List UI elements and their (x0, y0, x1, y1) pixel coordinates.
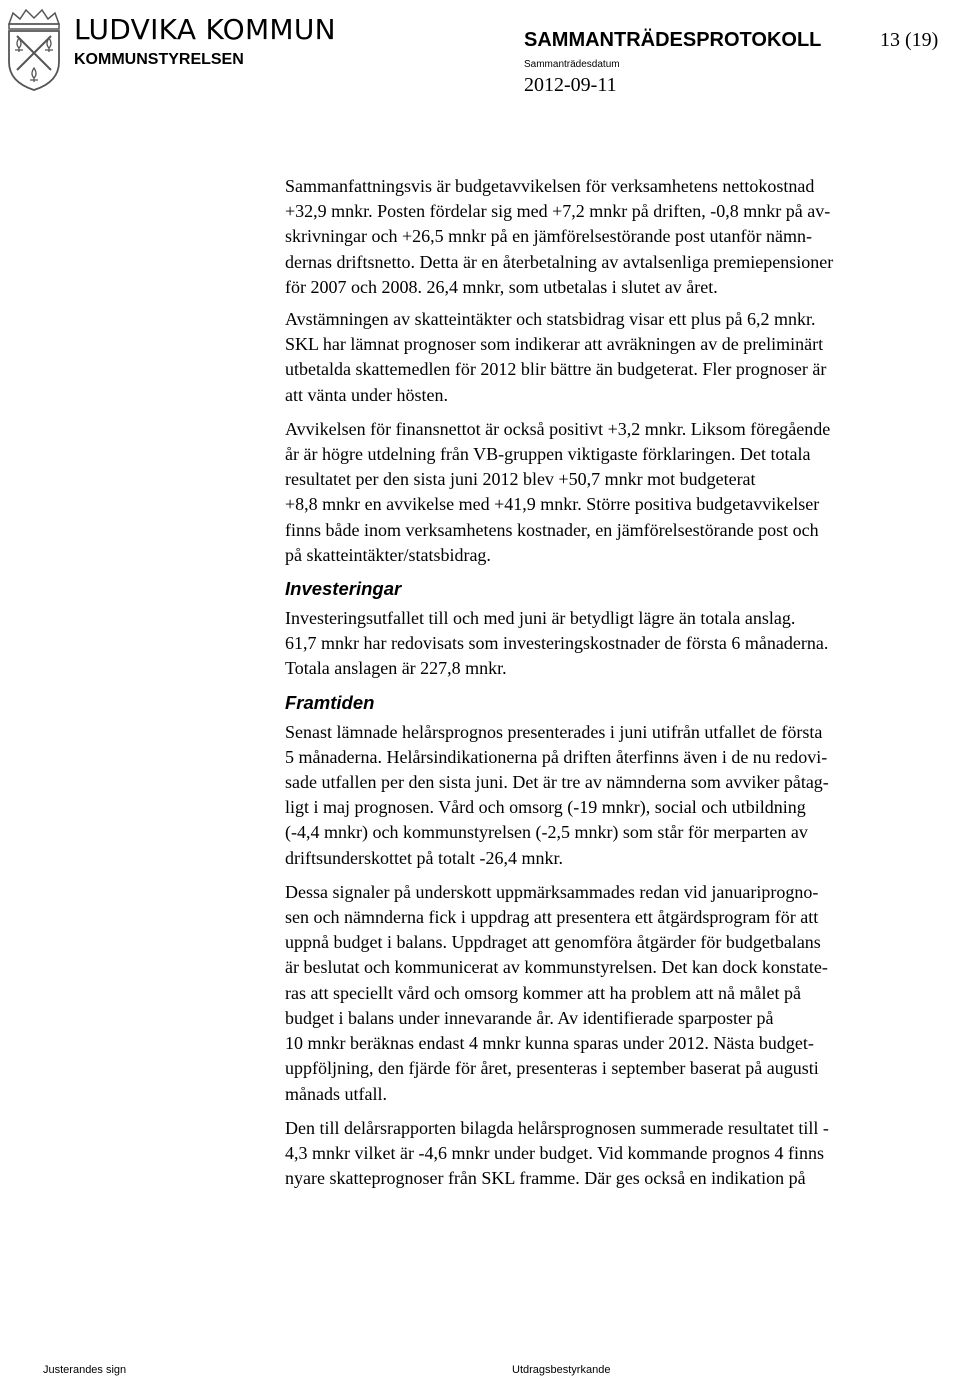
text-line: Avstämningen av skatteintäkter och statsbidrag visar ett plus på 6,2 mnkr. (285, 309, 816, 330)
meeting-date-label: Sammanträdesdatum (524, 59, 620, 70)
text-line: sen och nämnderna fick i uppdrag att presentera ett åtgärdsprogram för att (285, 907, 819, 928)
text-line: uppföljning, den fjärde för året, presenteras i september baserat på augusti (285, 1058, 819, 1079)
text-line: är beslutat och kommunicerat av kommunstyrelsen. Det kan dock konstate- (285, 957, 828, 978)
paragraph-financial-net (285, 417, 957, 568)
text-line: 10 mnkr beräknas endast 4 mnkr kunna sparas under 2012. Nästa budget- (285, 1033, 814, 1054)
text-line: för 2007 och 2008. 26,4 mnkr, som utbetalas i slutet av året. (285, 276, 718, 297)
organization-unit: KOMMUNSTYRELSEN (74, 51, 244, 68)
text-line: nyare skatteprognoser från SKL framme. Där ges också en indikation på (285, 1168, 806, 1189)
text-line: Investeringsutfallet till och med juni är betydligt lägre än totala anslag. (285, 608, 796, 629)
text-line: driftsunderskottet på totalt -26,4 mnkr. (285, 847, 563, 868)
page-number: 13 (19) (880, 29, 939, 51)
text-line: Sammanfattningsvis är budgetavvikelsen för verksamhetens nettokostnad (285, 176, 815, 196)
text-line: (-4,4 mnkr) och kommunstyrelsen (-2,5 mnkr) som står för merparten av (285, 822, 808, 843)
document-title: SAMMANTRÄDESPROTOKOLL (524, 29, 822, 51)
text-line: dernas driftsnetto. Detta är en återbetalning av avtalsenliga premiepensioner (285, 251, 834, 272)
text-line: resultatet per den sista juni 2012 blev +50,7 mnkr mot budgeterat (285, 469, 756, 490)
text-line: månads utfall. (285, 1083, 387, 1104)
text-line: uppnå budget i balans. Uppdraget att genomföra åtgärder för budgetbalans (285, 932, 821, 953)
text-line: sade utfallen per den sista juni. Det är tre av nämnderna som avviker påtag- (285, 772, 829, 793)
text-line: +8,8 mnkr en avvikelse med +41,9 mnkr. Större positiva budgetavvikelser (285, 494, 820, 515)
coat-of-arms-icon (3, 8, 65, 92)
text-line: 4,3 mnkr vilket är -4,6 mnkr under budget. Vid kommande prognos 4 finns (285, 1142, 825, 1163)
text-line: att vänta under hösten. (285, 384, 448, 405)
paragraph-annual-forecast (285, 1116, 957, 1192)
document-body (285, 174, 957, 1191)
text-line: budget i balans under innevarande år. Av identifierade sparposter på (285, 1007, 774, 1028)
text-line: ligt i maj prognosen. Vård och omsorg (-19 mnkr), social och utbildning (285, 797, 806, 818)
text-line: utbetalda skattemedlen för 2012 blir bättre än budgeterat. Fler prognoser är (285, 359, 827, 380)
organization-name: LUDVIKA KOMMUN (74, 13, 336, 46)
paragraph-budget-summary (285, 174, 957, 300)
paragraph-tax-revenue (285, 307, 957, 408)
text-line: år är högre utdelning från VB-gruppen viktigaste förklaringen. Det totala (285, 444, 811, 465)
text-line: Senast lämnade helårsprognos presenterades i juni utifrån utfallet de första (285, 721, 823, 742)
text-line: på skatteintäkter/statsbidrag. (285, 544, 491, 565)
text-line: Den till delårsrapporten bilagda helårsprognosen summerade resultatet till - (285, 1117, 829, 1138)
paragraph-deficit-signals (285, 880, 957, 1107)
text-line: SKL har lämnat prognoser som indikerar att avräkningen av de preliminärt (285, 334, 824, 355)
meeting-date: 2012-09-11 (524, 74, 617, 96)
footer-extract-label: Utdragsbestyrkande (512, 1364, 611, 1376)
text-line: 61,7 mnkr har redovisats som investeringskostnader de första 6 månaderna. (285, 633, 829, 654)
section-heading-future: Framtiden (285, 691, 375, 713)
text-line: Totala anslagen är 227,8 mnkr. (285, 658, 507, 679)
paragraph-investments (285, 606, 957, 682)
text-line: Dessa signaler på underskott uppmärksammades redan vid januariprogno- (285, 881, 819, 902)
section-heading-investments: Investeringar (285, 578, 402, 600)
text-line: skrivningar och +26,5 mnkr på en jämförelsestörande post utanför nämn- (285, 226, 813, 247)
text-line: Avvikelsen för finansnettot är också positivt +3,2 mnkr. Liksom föregående (285, 418, 831, 439)
text-line: +32,9 mnkr. Posten fördelar sig med +7,2 mnkr på driften, -0,8 mnkr på av- (285, 201, 831, 222)
text-line: ras att speciellt vård och omsorg kommer att ha problem att nå målet på (285, 982, 802, 1003)
text-line: 5 månaderna. Helårsindikationerna på driften återfinns även i de nu redovi- (285, 746, 828, 767)
text-line: finns både inom verksamhetens kostnader, en jämförelsestörande post och (285, 519, 819, 540)
paragraph-forecast (285, 720, 957, 871)
footer-signature-label: Justerandes sign (43, 1364, 127, 1376)
